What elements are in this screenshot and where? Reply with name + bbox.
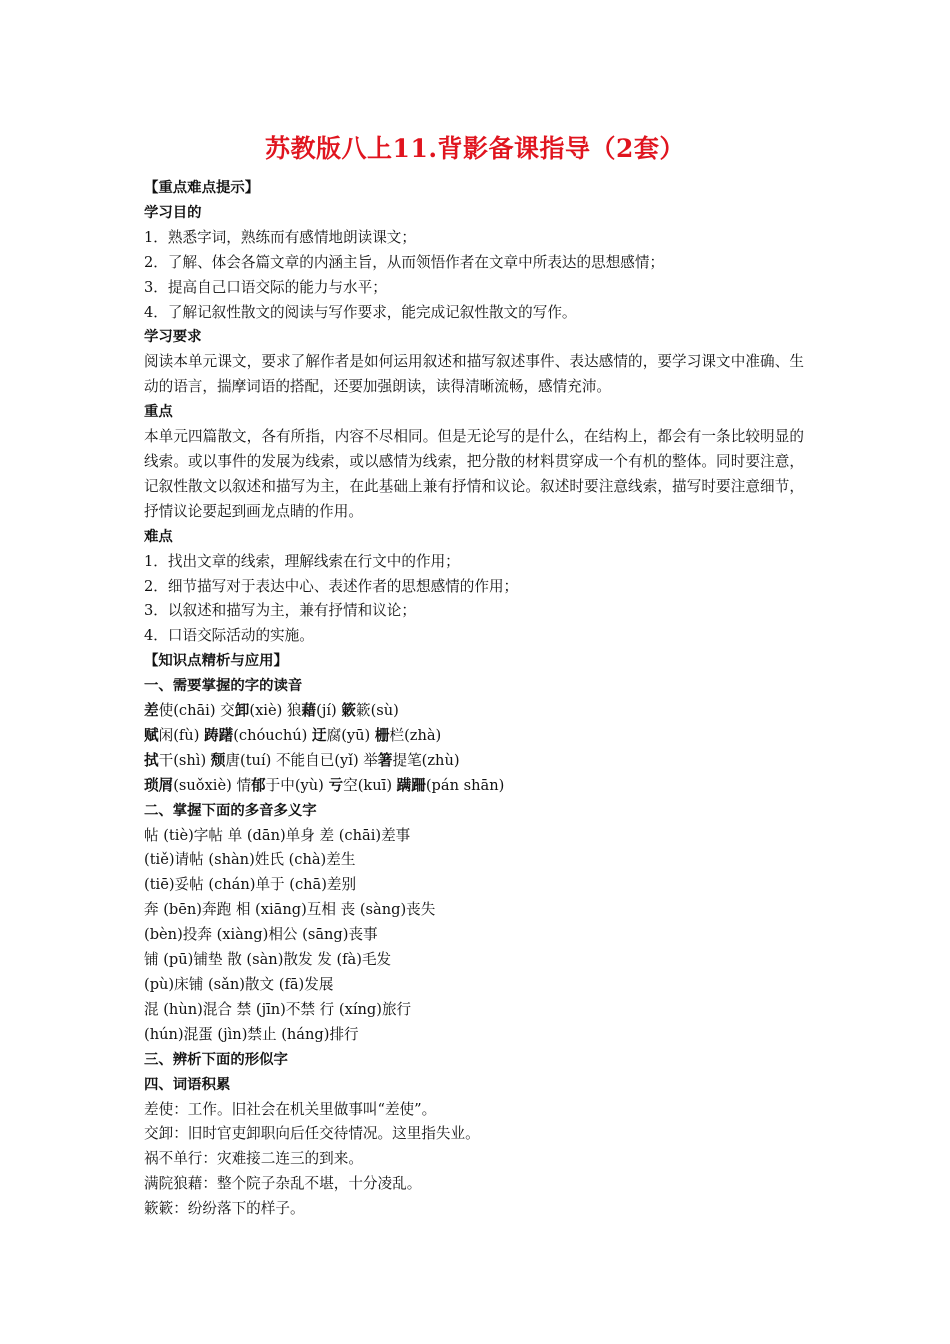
bold-character: 迂 bbox=[312, 726, 327, 744]
objectives-heading: 学习目的 bbox=[144, 204, 202, 221]
pronunciation-row bbox=[144, 749, 804, 774]
bold-character: 差 bbox=[144, 702, 159, 720]
bold-character: 藉 bbox=[301, 702, 317, 720]
polyphone-line: 铺 (pū)铺垫 散 (sàn)散发 发 (fà)毛发 bbox=[144, 951, 392, 969]
pinyin-text: 唐(tuí) 不能自已(yǐ) 举 bbox=[225, 751, 378, 769]
pinyin-text: (xiè) 狼 bbox=[249, 702, 302, 720]
bold-character: 琐屑 bbox=[144, 776, 174, 794]
pinyin-text: 闲(fù) bbox=[158, 726, 205, 744]
pinyin-text: 干(shì) bbox=[158, 751, 211, 769]
document-body bbox=[144, 176, 804, 1222]
vocabulary-line: 满院狼藉：整个院子杂乱不堪，十分凌乱。 bbox=[144, 1175, 422, 1193]
pinyin-text: (pán shān) bbox=[425, 776, 505, 794]
pinyin-text: 腐(yū) bbox=[326, 726, 375, 744]
bold-character: 踌躇 bbox=[204, 726, 234, 744]
objective-item: 4．了解记叙性散文的阅读与写作要求，能完成记叙性散文的写作。 bbox=[144, 303, 577, 321]
difficult-item: 3．以叙述和描写为主，兼有抒情和议论； bbox=[144, 602, 416, 620]
bold-character: 颓 bbox=[210, 751, 226, 769]
polyphone-line: (tiē)妥帖 (chán)单于 (chā)差别 bbox=[144, 876, 357, 894]
vocabulary-line: 祸不单行：灾难接二连三的到来。 bbox=[144, 1150, 363, 1168]
difficult-item: 2．细节描写对于表达中心、表述作者的思想感情的作用； bbox=[144, 577, 519, 595]
key-paragraph: 本单元四篇散文，各有所指，内容不尽相同。但是无论写的是什么，在结构上，都会有一条比较明显的线索。或以事件的发展为线索，或以感情为线索，把分散的材料贯穿成一个有机的整体。同时要注意，记叙性散文以叙述和描写为主，在此基础上兼有抒情和议论。叙述时要注意线索，描写时要注意细节，抒情议论要起到画龙点睛的作用。 bbox=[144, 428, 804, 520]
pronunciation-row bbox=[144, 699, 804, 724]
similar-chars-heading: 三、辨析下面的形似字 bbox=[144, 1051, 288, 1068]
requirements-heading: 学习要求 bbox=[144, 329, 202, 346]
vocabulary-heading: 四、词语积累 bbox=[144, 1076, 231, 1093]
polyphone-line: 混 (hùn)混合 禁 (jīn)不禁 行 (xíng)旅行 bbox=[144, 1000, 412, 1018]
pinyin-text: (suǒxiè) 情 bbox=[173, 776, 252, 794]
pronunciation-row bbox=[144, 774, 804, 799]
polyphone-line: 帖 (tiè)字帖 单 (dān)单身 差 (chāi)差事 bbox=[144, 826, 411, 844]
pinyin-text: (jí) bbox=[316, 702, 342, 720]
vocabulary-line: 差使：工作。旧社会在机关里做事叫“差使”。 bbox=[144, 1100, 437, 1118]
bold-character: 栅 bbox=[374, 726, 390, 744]
pronunciation-list bbox=[144, 699, 804, 799]
polyphone-line: 奔 (bēn)奔跑 相 (xiāng)互相 丧 (sàng)丧失 bbox=[144, 901, 436, 919]
vocabulary-line: 簌簌：纷纷落下的样子。 bbox=[144, 1200, 305, 1218]
objective-item: 2．了解、体会各篇文章的内涵主旨，从而领悟作者在文章中所表达的思想感情； bbox=[144, 253, 665, 271]
pinyin-text: 于中(yù) bbox=[265, 776, 329, 794]
bold-character: 郁 bbox=[251, 776, 266, 794]
bold-character: 赋 bbox=[144, 726, 159, 744]
bold-character: 拭 bbox=[144, 751, 159, 769]
pronunciation-heading: 一、需要掌握的字的读音 bbox=[144, 678, 303, 695]
pinyin-text: 簌(sù) bbox=[355, 702, 399, 720]
pinyin-text: 使(chāi) 交 bbox=[158, 702, 235, 720]
vocabulary-line: 交卸：旧时官吏卸职向后任交待情况。这里指失业。 bbox=[144, 1125, 480, 1143]
polyphone-line: (bèn)投奔 (xiàng)相公 (sāng)丧事 bbox=[144, 926, 378, 944]
polyphone-line: (pù)床铺 (sǎn)散文 (fā)发展 bbox=[144, 976, 334, 993]
objective-item: 3．提高自己口语交际的能力与水平； bbox=[144, 278, 387, 296]
bold-character: 箸 bbox=[377, 751, 393, 769]
polyphone-line: (tiě)请帖 (shàn)姓氏 (chà)差生 bbox=[144, 851, 356, 869]
polyphone-line: (hún)混蛋 (jìn)禁止 (háng)排行 bbox=[144, 1025, 359, 1043]
page-title: 苏教版八上11.背影备课指导（2套） bbox=[265, 134, 685, 163]
difficult-item: 4．口语交际活动的实施。 bbox=[144, 627, 314, 645]
polyphones-heading: 二、掌握下面的多音多义字 bbox=[144, 802, 317, 819]
difficult-item: 1．找出文章的线索，理解线索在行文中的作用； bbox=[144, 552, 460, 570]
pronunciation-row bbox=[144, 724, 804, 749]
bold-character: 卸 bbox=[234, 702, 250, 720]
section-knowledge-heading: 【知识点精析与应用】 bbox=[144, 653, 288, 670]
bold-character: 亏 bbox=[328, 776, 344, 794]
section-key-points-heading: 【重点难点提示】 bbox=[144, 180, 260, 196]
pinyin-text: 栏(zhà) bbox=[389, 726, 442, 744]
objective-item: 1．熟悉字词，熟练而有感情地朗读课文； bbox=[144, 228, 416, 246]
bold-character: 簌 bbox=[341, 702, 356, 720]
requirements-paragraph: 阅读本单元课文，要求了解作者是如何运用叙述和描写叙述事件、表达感情的，要学习课文中准确、生动的语言，揣摩词语的搭配，还要加强朗读，读得清晰流畅，感情充沛。 bbox=[144, 353, 804, 396]
difficult-heading: 难点 bbox=[144, 528, 173, 545]
bold-character: 蹒跚 bbox=[396, 776, 426, 794]
key-heading: 重点 bbox=[144, 404, 173, 421]
pinyin-text: (chóuchú) bbox=[233, 726, 312, 744]
pinyin-text: 空(kuī) bbox=[343, 776, 397, 794]
pinyin-text: 提笔(zhù) bbox=[392, 751, 460, 769]
